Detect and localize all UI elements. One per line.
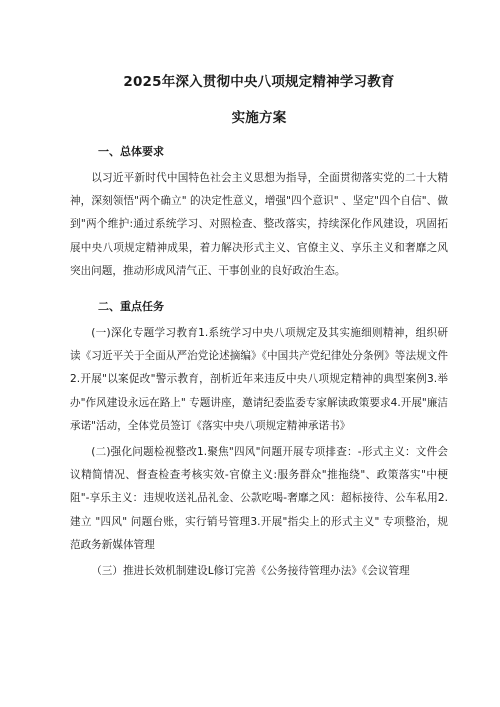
paragraph-key-task-1: (一)深化专题学习教育1.系统学习中央八项规定及其实施细则精神，组织研读《习近平关于全面从严治党论述摘编》《中国共产党纪律处分条例》等法规文件2.开展"以案促改"警示教育，剖析近年来违反中央八项规定精神的典型案例3.举办"作风建设永远在路上" 专题讲座，邀请纪委监委专家解读政策要求4.开展"廉洁承诺"活动，全体党员签订《落实中央八项规定精神承诺书》 (70, 327, 448, 432)
paragraph-key-task-3: （三）推进长效机制建设L修订完善《公务接待管理办法》《会议管理 (91, 565, 410, 578)
paragraph-key-task-2: (二)强化问题检视整改1.聚焦"四风"问题开展专项排查：-形式主义：文件会议精简情况、督查检查考核实效-官僚主义:服务群众"推拖绕"、政策落实"中梗阻"-享乐主义：违规收送礼品礼金、公款吃喝-奢靡之风：超标接待、公车私用2.建立 "四风" 问题台账，实行销号管理3.开展"指尖上的形式主义" 专项整治，规范政务新媒体管理 (70, 446, 448, 551)
document-subtitle: 实施方案 (231, 110, 287, 126)
document-title: 2025年深入贯彻中央八项规定精神学习教育 (123, 74, 395, 90)
section-heading-general-requirements: 一、总体要求 (98, 145, 164, 158)
section-heading-key-tasks: 二、重点任务 (98, 300, 164, 314)
paragraph-general-requirements: 以习近平新时代中国特色社会主义思想为指导，全面贯彻落实党的二十大精神，深刻领悟"两个确立" 的决定性意义，增强"四个意识" 、坚定"四个自信"、做到"两个维护:通过系统学习、对照检查、整改落实，持续深化作风建设，巩固拓展中央八项规定精神成果，着力解决形式主义、官僚主义、享乐主义和奢靡之风突出问题，推动形成风清气正、干事创业的良好政治生态。 (70, 172, 448, 277)
